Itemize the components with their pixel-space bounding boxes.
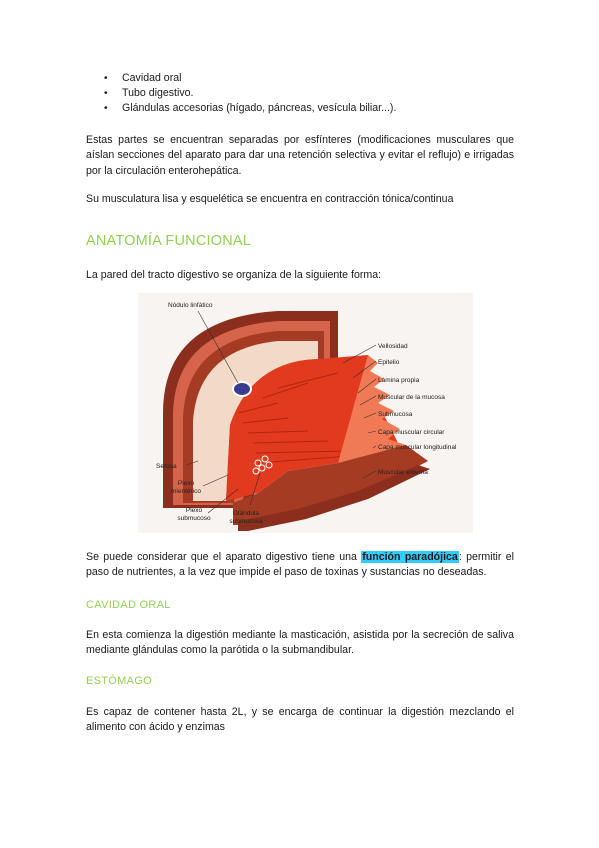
heading-anatomia-funcional: ANATOMÍA FUNCIONAL: [86, 233, 252, 249]
bullet-icon: •: [104, 88, 108, 100]
list-item: [86, 86, 526, 101]
label-muscular-mucosa: Muscular de la mucosa: [378, 394, 445, 401]
label-capa-circular: Capa muscular circular: [378, 429, 445, 436]
label-muscular-externa: Muscular externa: [378, 469, 428, 476]
label-plexo-submucoso-2: submucoso: [177, 515, 211, 522]
label-capa-longitudinal: Capa muscular longitudinal: [378, 444, 457, 451]
list-item-text: Glándulas accesorias (hígado, páncreas, vesícula biliar...).: [122, 102, 397, 115]
paragraph-musculatura: Su musculatura lisa y esquelética se encuentra en contracción tónica/continua: [86, 193, 454, 205]
label-submucosa: Submucosa: [378, 411, 413, 418]
digestive-wall-figure: [138, 293, 473, 533]
paragraph-esfinteres: Estas partes se encuentran separadas por esfínteres (modificaciones musculares que aíslan secciones del aparato para dar una retención selectiva y evitar el reflujo) e irrigadas por la circulación enterohepática.: [86, 134, 514, 177]
list-item: [86, 101, 526, 116]
label-nodulo-linfatico: Nódulo linfático: [168, 302, 213, 309]
highlighted-term: función paradójica: [362, 551, 458, 563]
label-vellosidad: Vellosidad: [378, 343, 408, 350]
label-glandula-submucosa-1: Glándula: [232, 510, 260, 517]
label-plexo-mienterico-2: mientérico: [171, 488, 201, 495]
label-glandula-submucosa-2: submucosa: [229, 518, 263, 525]
bullet-list: [86, 71, 526, 117]
list-item-text: Tubo digestivo.: [122, 87, 194, 100]
paragraph-cavidad-oral: En esta comienza la digestión mediante la masticación, asistida por la secreción de saliva mediante glándulas como la parótida o la submandibular.: [86, 629, 514, 657]
label-serosa: Serosa: [156, 463, 177, 470]
text-run: : permitir el paso de nutrientes, a la vez que impide el paso de toxinas y sustancias no deseadas.: [86, 551, 514, 579]
heading-cavidad-oral: CAVIDAD ORAL: [86, 599, 171, 611]
text-run: Se puede considerar que el aparato digestivo tiene una: [86, 551, 362, 563]
paragraph-pared: La pared del tracto digestivo se organiza de la siguiente forma:: [86, 269, 382, 281]
heading-estomago: ESTÓMAGO: [86, 675, 152, 687]
label-plexo-mienterico-1: Plexo: [177, 480, 195, 487]
list-item: [86, 71, 526, 86]
list-item-text: Cavidad oral: [122, 72, 182, 84]
label-lamina-propia: Lámina propia: [378, 377, 420, 384]
label-epitelio: Epitelio: [378, 359, 400, 366]
bullet-icon: •: [104, 73, 108, 84]
label-plexo-submucoso-1: Plexo: [185, 507, 203, 514]
paragraph-funcion-paradojica: [86, 550, 514, 581]
bullet-icon: •: [104, 103, 108, 115]
digestive-wall-diagram: [138, 293, 473, 533]
paragraph-estomago: Es capaz de contener hasta 2L, y se encarga de continuar la digestión mezclando el alimento con ácido y enzimas: [86, 706, 514, 734]
